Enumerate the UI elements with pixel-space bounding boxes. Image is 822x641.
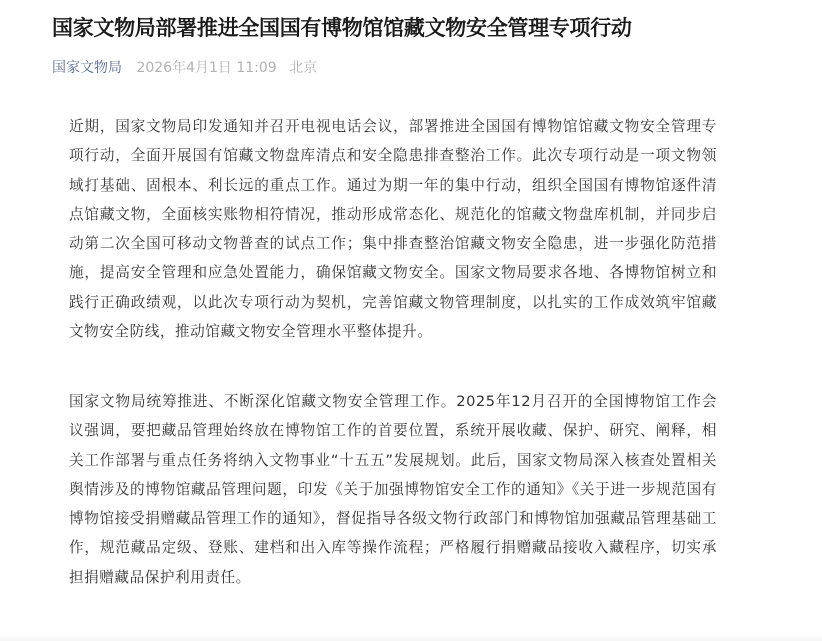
publish-datetime: 2026年4月1日 11:09: [136, 60, 277, 76]
source-account-link[interactable]: 国家文物局: [52, 60, 122, 76]
article-meta: [52, 57, 317, 79]
article-title: 国家文物局部署推进全国国有博物馆馆藏文物安全管理专项行动: [52, 16, 632, 40]
article-paragraph: 国家文物局统筹推进、不断深化馆藏文物安全管理工作。2025年12月召开的全国博物馆工作会议强调，要把藏品管理始终放在博物馆工作的首要位置，系统开展收藏、保护、研究、阐释，相关工作部署与重点任务将纳入文物事业“十五五”发展规划。此后，国家文物局深入核查处置相关舆情涉及的博物馆藏品管理问题，印发《关于加强博物馆安全工作的通知》《关于进一步规范国有博物馆接受捐赠藏品管理工作的通知》，督促指导各级文物行政部门和博物馆加强藏品管理基础工作，规范藏品定级、登账、建档和出入库等操作流程；严格履行捐赠藏品接收入藏程序，切实承担捐赠藏品保护利用责任。: [69, 393, 717, 586]
article-paragraph: 近期，国家文物局印发通知并召开电视电话会议，部署推进全国国有博物馆馆藏文物安全管理专项行动，全面开展国有馆藏文物盘库清点和安全隐患排查整治工作。此次专项行动是一项文物领域打基础、固根本、利长远的重点工作。通过为期一年的集中行动，组织全国国有博物馆逐件清点馆藏文物，全面核实账物相符情况，推动形成常态化、规范化的馆藏文物盘库机制，并同步启动第二次全国可移动文物普查的试点工作；集中排查整治馆藏文物安全隐患，进一步强化防范措施，提高安全管理和应急处置能力，确保馆藏文物安全。国家文物局要求各地、各博物馆树立和践行正确政绩观，以此次专项行动为契机，完善馆藏文物管理制度，以扎实的工作成效筑牢馆藏文物安全防线，推动馆藏文物安全管理水平整体提升。: [69, 118, 717, 341]
content-continuation-divider: [0, 635, 822, 641]
publish-location: 北京: [289, 60, 318, 76]
